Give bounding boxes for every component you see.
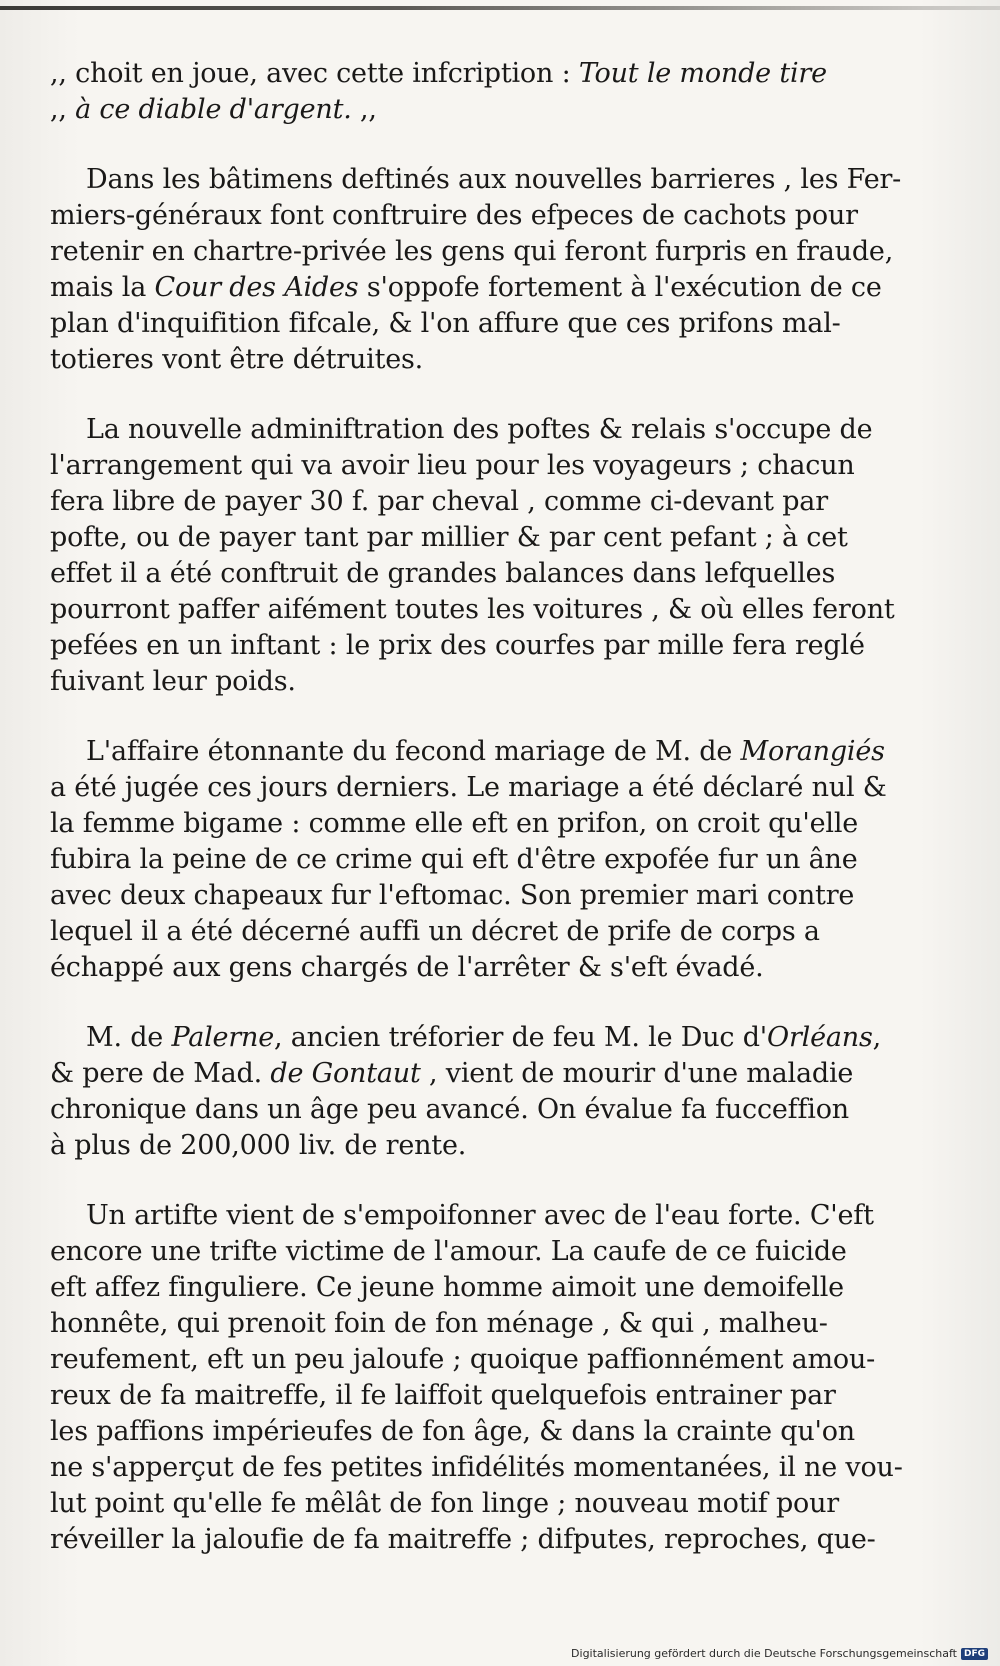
text-segment: ne s'apperçut de fes petites infidélités momentanées, il ne vou- bbox=[50, 1452, 903, 1483]
text-line bbox=[50, 92, 940, 128]
text-segment: pofte, ou de payer tant par millier & par cent pefant ; à cet bbox=[50, 522, 848, 553]
text-segment: échappé aux gens chargés de l'arrêter & s'eft évadé. bbox=[50, 952, 764, 983]
italic-segment: Cour des Aides bbox=[154, 272, 359, 303]
text-segment: mais la bbox=[50, 272, 155, 303]
text-line bbox=[50, 1450, 940, 1486]
text-segment: fuivant leur poids. bbox=[50, 666, 296, 697]
text-segment: Un artifte vient de s'empoifonner avec de l'eau forte. C'eft bbox=[86, 1200, 874, 1231]
dfg-logo-icon: DFG bbox=[961, 1648, 988, 1660]
text-segment: , bbox=[872, 1022, 882, 1053]
text-segment: reux de fa maitreffe, il fe laiffoit quelquefois entrainer par bbox=[50, 1380, 836, 1411]
text-segment: ,, choit en joue, avec cette infcription : bbox=[50, 58, 579, 89]
text-segment: eft affez finguliere. Ce jeune homme aimoit une demoifelle bbox=[50, 1272, 844, 1303]
text-line bbox=[50, 1378, 940, 1414]
paragraph bbox=[50, 162, 940, 378]
text-line bbox=[50, 592, 940, 628]
text-segment: s'oppofe fortement à l'exécution de ce bbox=[358, 272, 882, 303]
text-segment: L'affaire étonnante du fecond mariage de M. de bbox=[86, 736, 741, 767]
italic-segment: Morangiés bbox=[740, 736, 885, 767]
text-segment: pourront paffer aifément toutes les voitures , & où elles feront bbox=[50, 594, 895, 625]
text-line bbox=[50, 1092, 940, 1128]
text-line bbox=[50, 484, 940, 520]
text-segment: lut point qu'elle fe mêlât de fon linge ; nouveau motif pour bbox=[50, 1488, 839, 1519]
text-segment: totieres vont être détruites. bbox=[50, 344, 424, 375]
text-line bbox=[50, 1306, 940, 1342]
text-segment: retenir en chartre-privée les gens qui feront furpris en fraude, bbox=[50, 236, 894, 267]
page-top-edge bbox=[0, 6, 1000, 10]
text-line bbox=[50, 1198, 940, 1234]
text-segment: Dans les bâtimens deftinés aux nouvelles barrieres , les Fer- bbox=[86, 164, 902, 195]
text-column bbox=[50, 56, 940, 1558]
text-segment: la femme bigame : comme elle eft en prifon, on croit qu'elle bbox=[50, 808, 859, 839]
text-line bbox=[50, 270, 940, 306]
italic-segment: à ce diable d'argent. bbox=[75, 94, 352, 125]
italic-segment: de Gontaut bbox=[270, 1058, 421, 1089]
text-segment: miers-généraux font conftruire des efpeces de cachots pour bbox=[50, 200, 858, 231]
paragraph bbox=[50, 1020, 940, 1164]
text-segment: les paffions impérieufes de fon âge, & dans la crainte qu'on bbox=[50, 1416, 855, 1447]
text-line bbox=[50, 1414, 940, 1450]
paragraph bbox=[50, 56, 940, 128]
paragraph bbox=[50, 412, 940, 700]
text-line bbox=[50, 734, 940, 770]
text-segment: à plus de 200,000 liv. de rente. bbox=[50, 1130, 467, 1161]
text-line bbox=[50, 914, 940, 950]
text-segment: La nouvelle adminiftration des poftes & relais s'occupe de bbox=[86, 414, 873, 445]
text-segment: l'arrangement qui va avoir lieu pour les voyageurs ; chacun bbox=[50, 450, 855, 481]
text-segment: ,, bbox=[50, 94, 76, 125]
text-line bbox=[50, 1128, 940, 1164]
text-line bbox=[50, 1020, 940, 1056]
text-line bbox=[50, 520, 940, 556]
credit-text: Digitalisierung gefördert durch die Deutsche Forschungsgemeinschaft bbox=[571, 1647, 957, 1660]
text-segment: réveiller la jaloufie de fa maitreffe ; difputes, reproches, que- bbox=[50, 1524, 876, 1555]
text-segment: , vient de mourir d'une maladie bbox=[420, 1058, 854, 1089]
text-line bbox=[50, 1342, 940, 1378]
text-line bbox=[50, 198, 940, 234]
text-line bbox=[50, 56, 940, 92]
text-segment: fubira la peine de ce crime qui eft d'être expofée fur un âne bbox=[50, 844, 858, 875]
text-line bbox=[50, 1270, 940, 1306]
text-segment: effet il a été conftruit de grandes balances dans lefquelles bbox=[50, 558, 836, 589]
text-segment: , ancien tréforier de feu M. le Duc d' bbox=[274, 1022, 768, 1053]
text-line bbox=[50, 842, 940, 878]
text-segment: ,, bbox=[351, 94, 377, 125]
text-segment: chronique dans un âge peu avancé. On évalue fa fucceffion bbox=[50, 1094, 849, 1125]
text-segment: reufement, eft un peu jaloufe ; quoique paffionnément amou- bbox=[50, 1344, 876, 1375]
text-segment: a été jugée ces jours derniers. Le mariage a été déclaré nul & bbox=[50, 772, 887, 803]
text-line bbox=[50, 1522, 940, 1558]
text-line bbox=[50, 878, 940, 914]
text-line bbox=[50, 162, 940, 198]
text-segment: avec deux chapeaux fur l'eftomac. Son premier mari contre bbox=[50, 880, 855, 911]
text-segment: plan d'inquifition fifcale, & l'on affure que ces prifons mal- bbox=[50, 308, 841, 339]
text-segment: fera libre de payer 30 f. par cheval , comme ci-devant par bbox=[50, 486, 828, 517]
text-segment: honnête, qui prenoit foin de fon ménage , & qui , malheu- bbox=[50, 1308, 828, 1339]
paragraph bbox=[50, 734, 940, 986]
text-line bbox=[50, 950, 940, 986]
text-segment: pefées en un inftant : le prix des courfes par mille fera reglé bbox=[50, 630, 865, 661]
text-line bbox=[50, 448, 940, 484]
text-line bbox=[50, 306, 940, 342]
text-segment: lequel il a été décerné auffi un décret de prife de corps a bbox=[50, 916, 820, 947]
text-line bbox=[50, 1486, 940, 1522]
text-line bbox=[50, 1056, 940, 1092]
text-line bbox=[50, 234, 940, 270]
text-segment: encore une trifte victime de l'amour. La caufe de ce fuicide bbox=[50, 1236, 847, 1267]
text-line bbox=[50, 412, 940, 448]
text-line bbox=[50, 664, 940, 700]
text-line bbox=[50, 1234, 940, 1270]
text-segment: & pere de Mad. bbox=[50, 1058, 271, 1089]
italic-segment: Orléans bbox=[767, 1022, 873, 1053]
text-segment: M. de bbox=[86, 1022, 172, 1053]
digitization-credit bbox=[571, 1647, 988, 1660]
text-line bbox=[50, 556, 940, 592]
text-line bbox=[50, 770, 940, 806]
text-line bbox=[50, 628, 940, 664]
text-line bbox=[50, 342, 940, 378]
italic-segment: Tout le monde tire bbox=[578, 58, 827, 89]
italic-segment: Palerne bbox=[171, 1022, 275, 1053]
text-line bbox=[50, 806, 940, 842]
paragraph bbox=[50, 1198, 940, 1558]
